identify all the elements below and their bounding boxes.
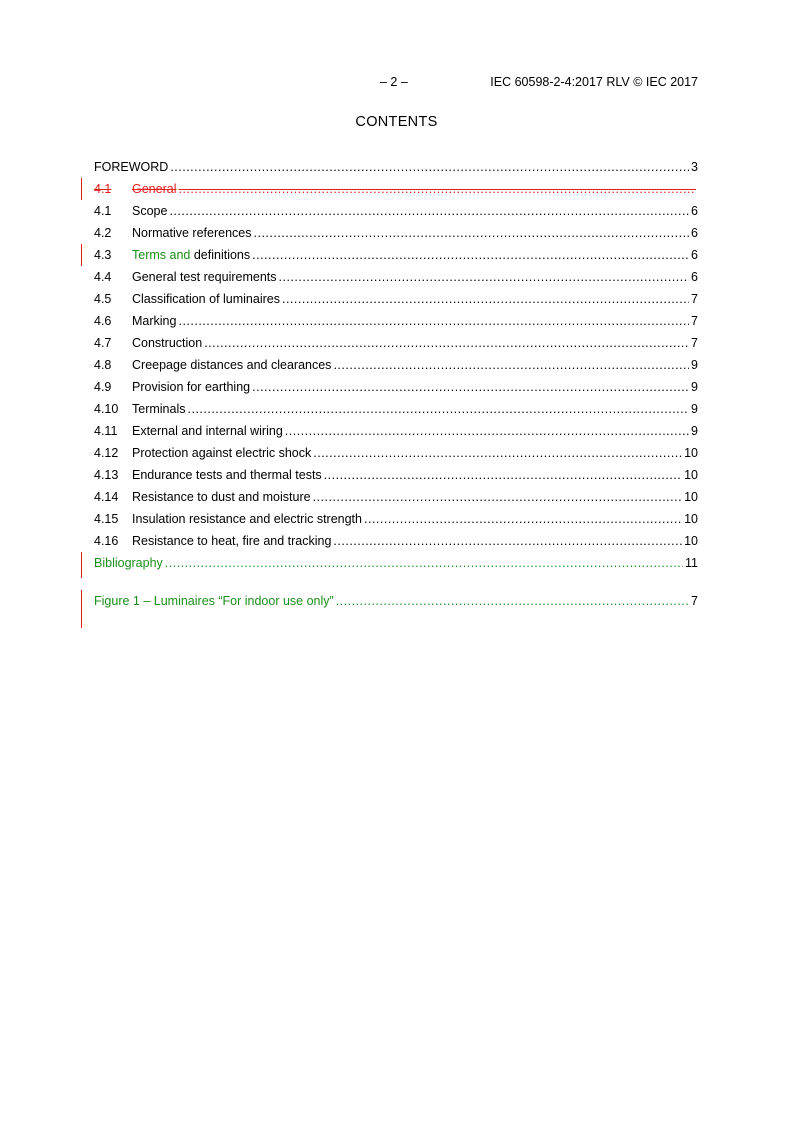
toc-entry[interactable] <box>94 288 698 310</box>
toc-label: Resistance to dust and moisture <box>132 490 311 504</box>
toc-label: Figure 1 – Luminaires “For indoor use only” <box>94 594 334 608</box>
toc-label: Bibliography <box>94 556 163 570</box>
dot-leader <box>279 266 690 288</box>
standard-reference: IEC 60598-2-4:2017 RLV © IEC 2017 <box>490 75 698 89</box>
toc-entry-foreword[interactable] <box>94 156 698 178</box>
dot-leader <box>313 486 683 508</box>
toc-label: Creepage distances and clearances <box>132 358 332 372</box>
change-bar-general <box>81 178 82 200</box>
toc-label: General <box>132 182 177 196</box>
dot-leader <box>364 508 682 530</box>
page-number: – 2 – <box>380 75 408 89</box>
section-spacer <box>94 574 698 590</box>
toc-label: Construction <box>132 336 203 350</box>
toc-page: 9 <box>691 424 698 438</box>
toc-page: 10 <box>684 490 698 504</box>
toc-entry-deleted-general[interactable] <box>94 178 698 200</box>
toc-entry[interactable] <box>94 266 698 288</box>
toc-entry[interactable] <box>94 244 698 266</box>
toc-page: 7 <box>691 314 698 328</box>
toc-number: 4.3 <box>94 248 112 262</box>
dot-leader <box>178 310 689 332</box>
change-bar-figure <box>81 590 82 628</box>
dot-leader <box>188 398 690 420</box>
dot-leader <box>324 464 682 486</box>
dot-leader <box>252 376 689 398</box>
toc-label <box>132 244 250 266</box>
toc-number: 4.6 <box>94 314 112 328</box>
toc-entry[interactable] <box>94 310 698 332</box>
toc-entry[interactable] <box>94 398 698 420</box>
dot-leader <box>333 530 682 552</box>
toc-page: 10 <box>684 446 698 460</box>
dot-leader <box>285 420 689 442</box>
toc-number: 4.1 <box>94 204 112 218</box>
toc-label: FOREWORD <box>94 160 169 174</box>
inserted-text: Terms and <box>132 248 191 262</box>
change-bar-bibliography <box>81 552 82 578</box>
toc-number: 4.9 <box>94 380 112 394</box>
toc-number: 4.8 <box>94 358 112 372</box>
page-title: CONTENTS <box>355 114 438 130</box>
toc-page: 9 <box>691 402 698 416</box>
toc-label: Classification of luminaires <box>132 292 280 306</box>
toc-page: 6 <box>691 226 698 240</box>
toc-entry[interactable] <box>94 486 698 508</box>
toc-label: Marking <box>132 314 177 328</box>
toc-page: 3 <box>691 160 698 174</box>
toc-number: 4.14 <box>94 490 119 504</box>
toc-label: Normative references <box>132 226 252 240</box>
dot-leader <box>252 244 689 266</box>
toc-entry[interactable] <box>94 354 698 376</box>
toc-entry[interactable] <box>94 442 698 464</box>
table-of-contents <box>94 156 698 612</box>
toc-label-rest: definitions <box>190 248 251 262</box>
page-header <box>380 75 698 93</box>
toc-label: Scope <box>132 204 168 218</box>
toc-number: 4.5 <box>94 292 112 306</box>
toc-page: 7 <box>691 292 698 306</box>
toc-entry[interactable] <box>94 530 698 552</box>
toc-page: 7 <box>691 336 698 350</box>
dot-leader <box>204 332 689 354</box>
toc-entry[interactable] <box>94 420 698 442</box>
toc-page: 11 <box>685 556 698 570</box>
change-bar-terms <box>81 244 82 266</box>
toc-label: General test requirements <box>132 270 277 284</box>
toc-number: 4.2 <box>94 226 112 240</box>
toc-page: 7 <box>691 594 698 608</box>
toc-number: 4.16 <box>94 534 119 548</box>
dot-leader <box>336 590 689 612</box>
toc-label: Endurance tests and thermal tests <box>132 468 322 482</box>
dot-leader <box>169 200 689 222</box>
toc-label: Provision for earthing <box>132 380 251 394</box>
toc-page: 10 <box>684 468 698 482</box>
toc-number: 4.7 <box>94 336 112 350</box>
dot-leader <box>313 442 682 464</box>
toc-entry[interactable] <box>94 508 698 530</box>
toc-number: 4.10 <box>94 402 119 416</box>
toc-label: Resistance to heat, fire and tracking <box>132 534 332 548</box>
toc-entry-bibliography[interactable] <box>94 552 698 574</box>
toc-entry[interactable] <box>94 200 698 222</box>
dot-leader <box>282 288 689 310</box>
toc-page: 9 <box>691 380 698 394</box>
toc-label: Insulation resistance and electric strength <box>132 512 362 526</box>
toc-label: Protection against electric shock <box>132 446 312 460</box>
dot-leader <box>170 156 689 178</box>
toc-page: 10 <box>684 534 698 548</box>
toc-page: 6 <box>691 248 698 262</box>
toc-number: 4.11 <box>94 424 118 438</box>
toc-page: 9 <box>691 358 698 372</box>
toc-label: Terminals <box>132 402 186 416</box>
toc-number: 4.12 <box>94 446 119 460</box>
toc-label: External and internal wiring <box>132 424 283 438</box>
toc-entry[interactable] <box>94 332 698 354</box>
toc-page: 10 <box>684 512 698 526</box>
toc-page: 6 <box>691 204 698 218</box>
toc-entry[interactable] <box>94 222 698 244</box>
dot-leader <box>165 552 683 574</box>
dot-leader <box>333 354 689 376</box>
toc-entry[interactable] <box>94 376 698 398</box>
toc-number: 4.13 <box>94 468 119 482</box>
dot-leader <box>178 178 696 200</box>
toc-number: 4.4 <box>94 270 112 284</box>
dot-leader <box>254 222 690 244</box>
toc-entry[interactable] <box>94 464 698 486</box>
toc-page: 6 <box>691 270 698 284</box>
toc-entry-figure-1[interactable] <box>94 590 698 612</box>
toc-number: 4.1 <box>94 182 112 196</box>
toc-number: 4.15 <box>94 512 119 526</box>
